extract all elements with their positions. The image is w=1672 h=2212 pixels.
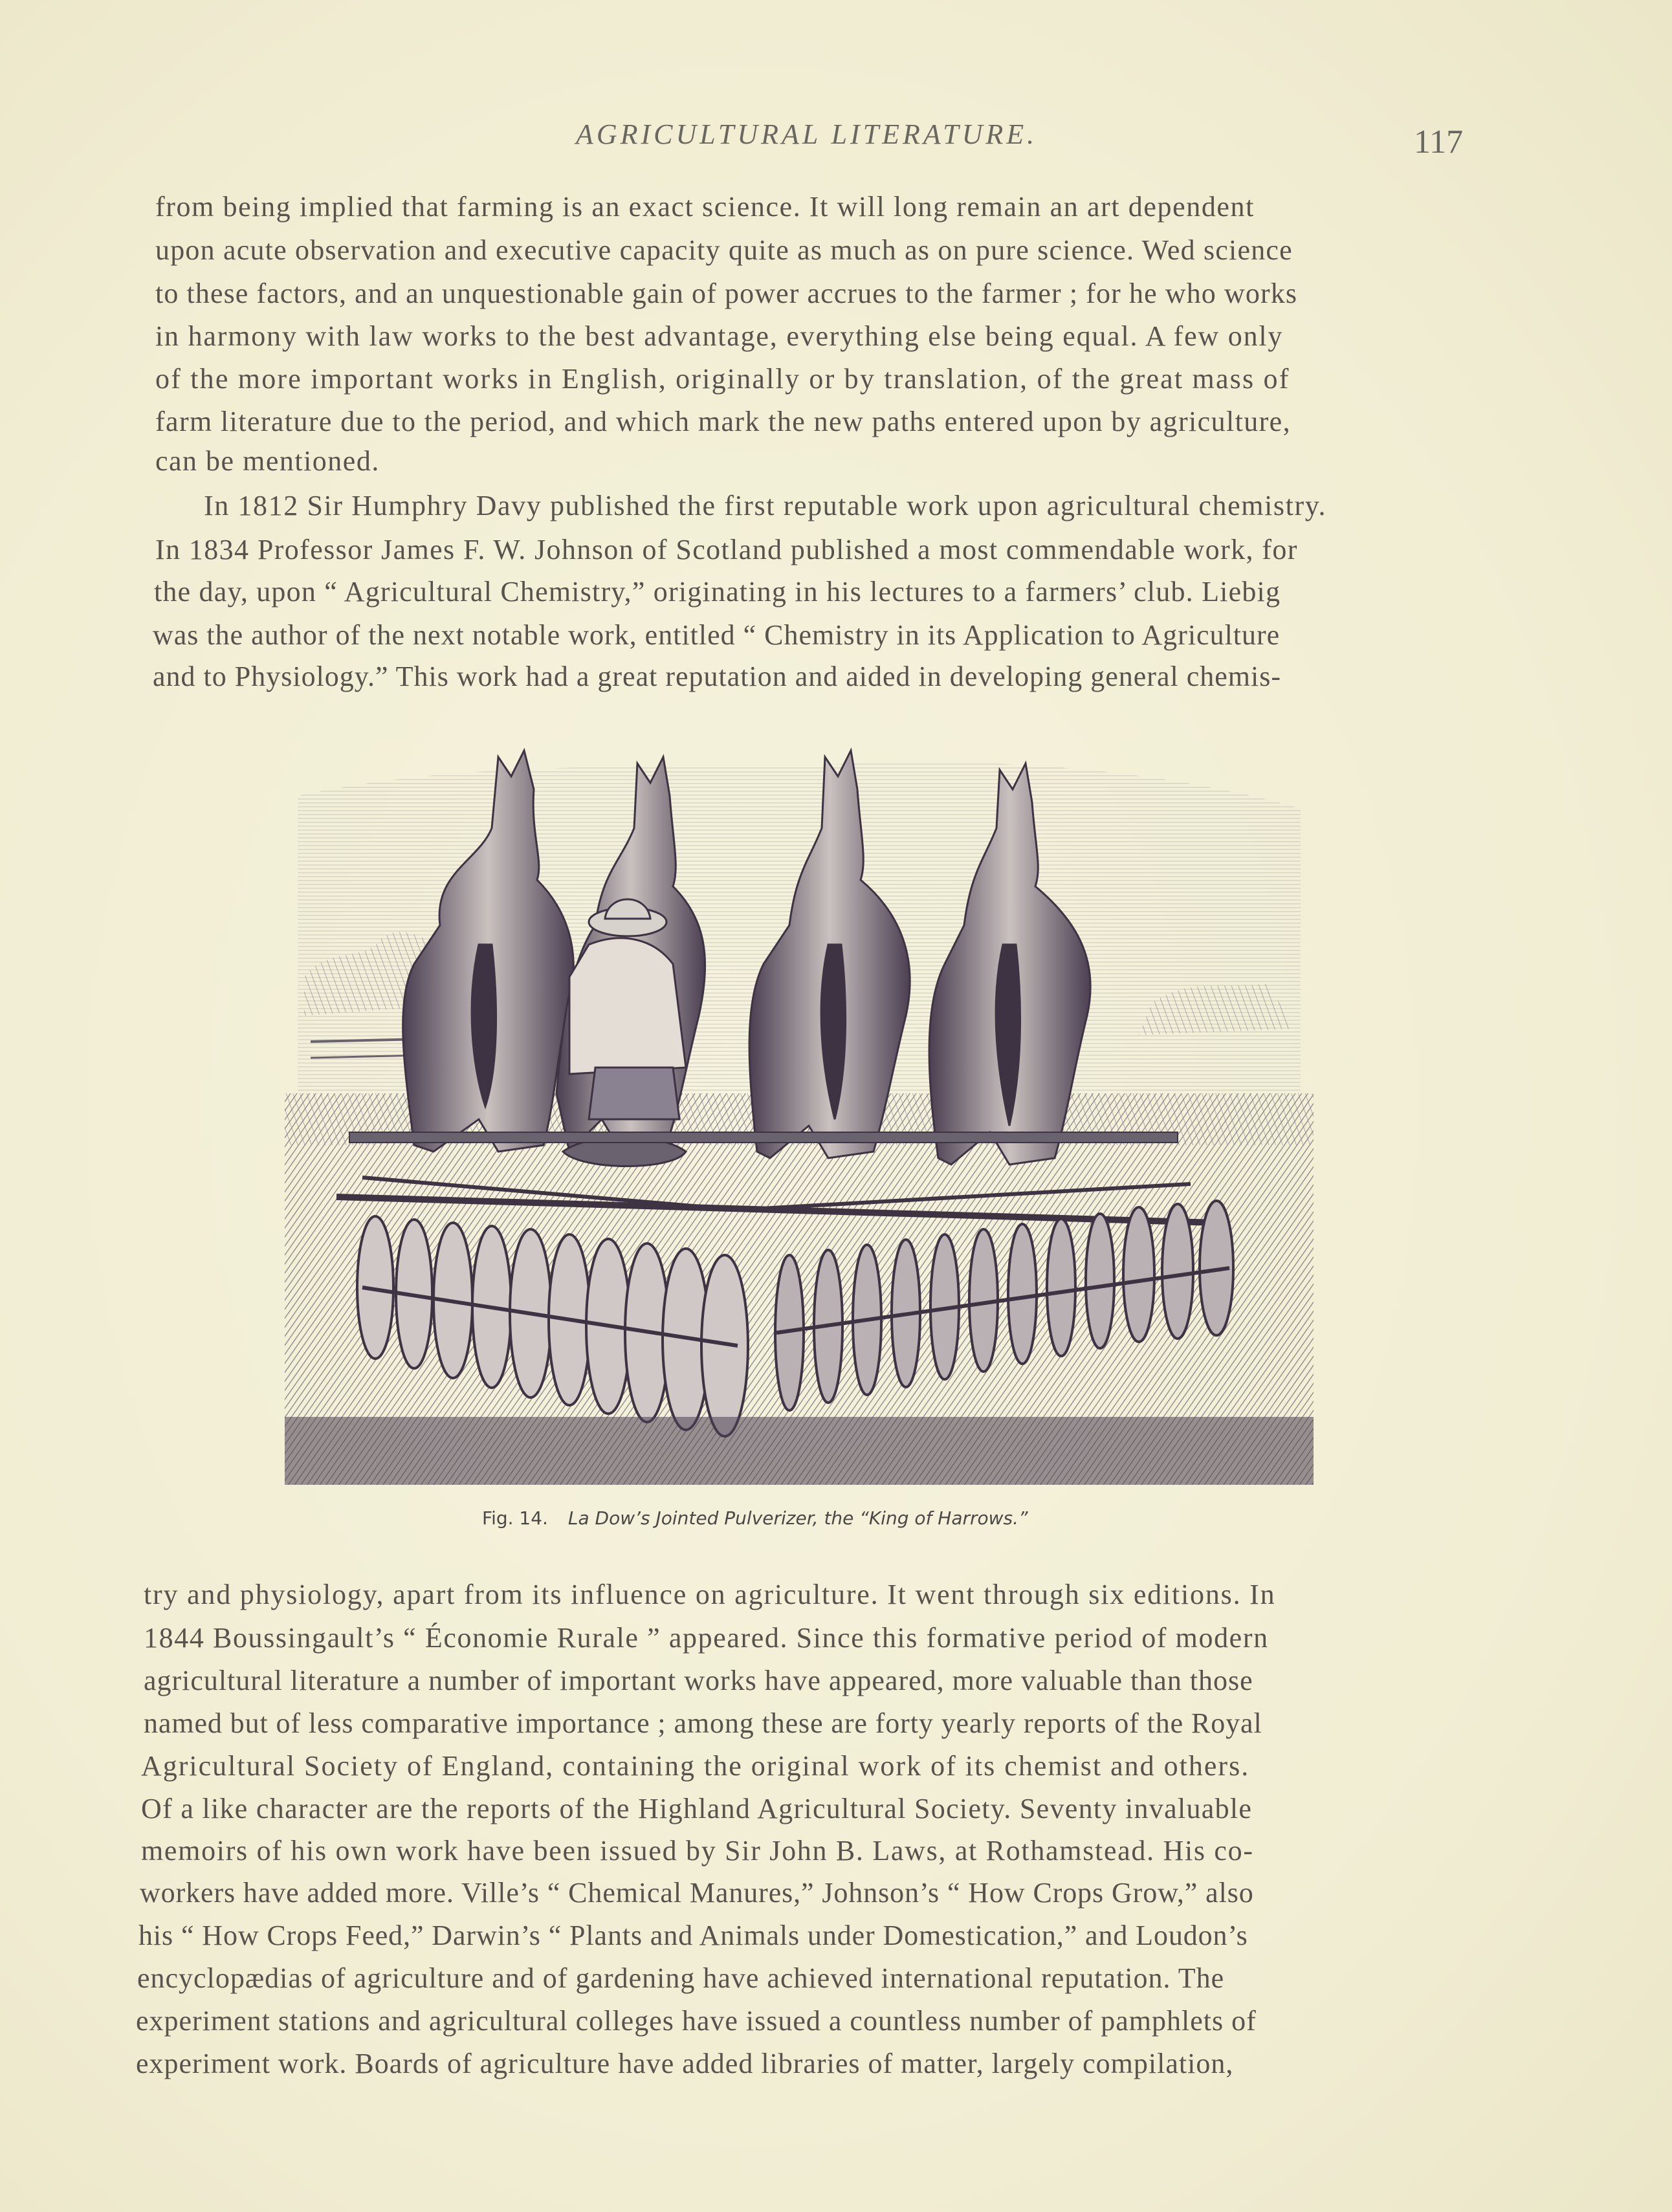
text-line: encyclopædias of agriculture and of gardening have achieved international reputation. The — [137, 1962, 1225, 1994]
text-line: was the author of the next notable work, entitled “ Chemistry in its Application to Agriculture — [153, 619, 1281, 651]
text-line: experiment work. Boards of agriculture have added libraries of matter, largely compilation, — [136, 2048, 1234, 2079]
running-head: AGRICULTURAL LITERATURE. — [576, 118, 1038, 150]
illustration-disc-harrow — [285, 731, 1314, 1485]
text-line: In 1834 Professor James F. W. Johnson of Scotland published a most commendable work, for — [155, 534, 1298, 565]
figure-caption — [482, 1507, 1028, 1529]
text-line: farm literature due to the period, and which mark the new paths entered upon by agriculture, — [155, 406, 1291, 437]
text-line: of the more important works in English, originally or by translation, of the great mass of — [155, 363, 1290, 395]
text-line: named but of less comparative importance ; among these are forty yearly reports of the Royal — [144, 1707, 1262, 1739]
text-line: Agricultural Society of England, containing the original work of its chemist and others. — [141, 1750, 1250, 1782]
text-line: try and physiology, apart from its influence on agriculture. It went through six editions. In — [144, 1579, 1276, 1610]
text-line: agricultural literature a number of important works have appeared, more valuable than those — [144, 1665, 1253, 1696]
text-line: experiment stations and agricultural colleges have issued a countless number of pamphlets of — [136, 2005, 1257, 2037]
figure-label: Fig. 14. — [482, 1507, 548, 1529]
text-line: can be mentioned. — [155, 445, 380, 477]
text-line: memoirs of his own work have been issued by Sir John B. Laws, at Rothamstead. His co- — [141, 1835, 1254, 1867]
figure-caption-text: La Dow’s Jointed Pulverizer, the “King of Harrows.” — [567, 1507, 1028, 1529]
page-number: 117 — [1414, 124, 1464, 160]
text-line: 1844 Boussingault’s “ Économie Rurale ” appeared. Since this formative period of modern — [144, 1622, 1269, 1654]
text-line: in harmony with law works to the best advantage, everything else being equal. A few only — [155, 320, 1284, 352]
text-line: Of a like character are the reports of the Highland Agricultural Society. Seventy invaluable — [141, 1793, 1253, 1824]
text-line: upon acute observation and executive capacity quite as much as on pure science. Wed science — [155, 234, 1293, 266]
text-line: workers have added more. Ville’s “ Chemical Manures,” Johnson’s “ How Crops Grow,” also — [140, 1877, 1254, 1909]
text-line: to these factors, and an unquestionable gain of power accrues to the farmer ; for he who works — [155, 278, 1298, 309]
text-line: In 1812 Sir Humphry Davy published the first reputable work upon agricultural chemistry. — [204, 490, 1327, 521]
text-line: from being implied that farming is an exact science. It will long remain an art dependent — [155, 191, 1255, 223]
engraving-horses-and-harrow — [285, 731, 1314, 1485]
text-line: and to Physiology.” This work had a great reputation and aided in developing general chemis- — [153, 661, 1281, 692]
text-line: his “ How Crops Feed,” Darwin’s “ Plants and Animals under Domestication,” and Loudon’s — [138, 1920, 1248, 1951]
text-line: the day, upon “ Agricultural Chemistry,” originating in his lectures to a farmers’ club. Liebig — [154, 576, 1281, 608]
